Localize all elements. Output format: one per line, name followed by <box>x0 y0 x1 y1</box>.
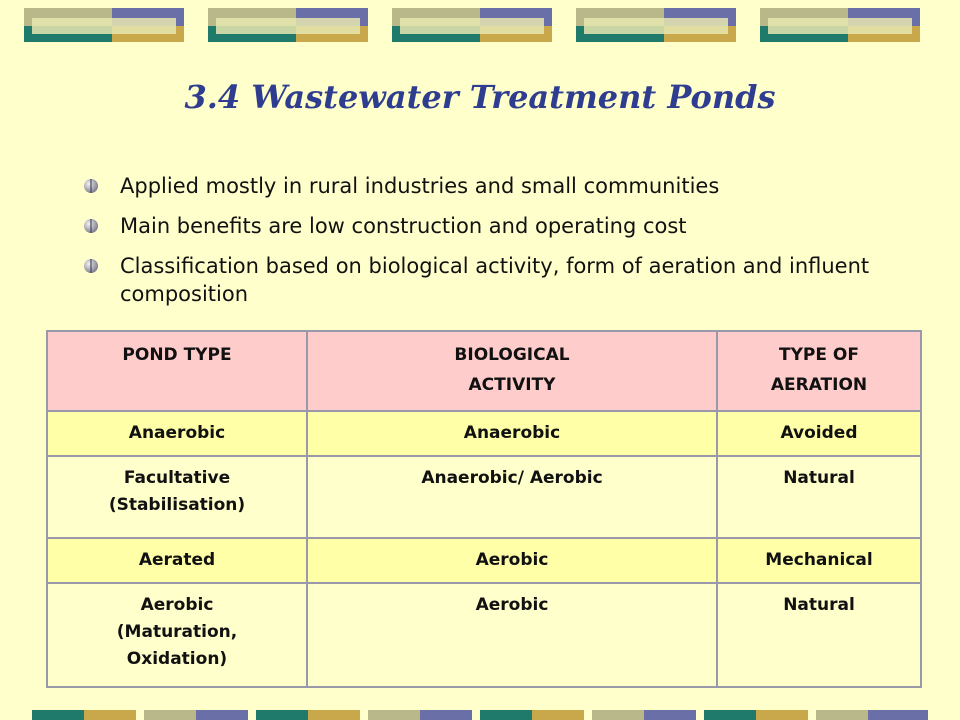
bullet-icon <box>84 259 98 273</box>
bottom-tile <box>592 710 644 720</box>
bullet-list <box>84 172 904 320</box>
bottom-tile <box>480 710 532 720</box>
slide-title: 3.4 Wastewater Treatment Ponds <box>184 78 776 116</box>
bottom-tile <box>196 710 248 720</box>
bullet-icon <box>84 219 98 233</box>
header-aeration-type-text: TYPE OF AERATION <box>770 345 868 395</box>
header-aeration-type <box>717 331 921 411</box>
bottom-tile <box>368 710 420 720</box>
cell-pond-type: Anaerobic <box>47 411 307 456</box>
bottom-tile <box>704 710 756 720</box>
cell-pond-type-text: Facultative (Stabilisation) <box>108 468 246 515</box>
cell-pond-type-text: Aerobic (Maturation, Oxidation) <box>116 595 238 669</box>
top-tile <box>576 8 736 42</box>
cell-pond-type <box>47 583 307 687</box>
bottom-tile <box>308 710 360 720</box>
bullet-text: Classification based on biological activity, form of aeration and influent composition <box>120 254 870 306</box>
cell-aeration-type: Natural <box>717 456 921 538</box>
bullet-item <box>84 212 904 240</box>
top-tile <box>24 8 184 42</box>
cell-pond-type: Aerated <box>47 538 307 583</box>
bottom-tile <box>868 710 928 720</box>
top-tile <box>760 8 920 42</box>
cell-aeration-type: Natural <box>717 583 921 687</box>
top-tile <box>208 8 368 42</box>
cell-aeration-type: Avoided <box>717 411 921 456</box>
header-pond-type: POND TYPE <box>47 331 307 411</box>
bottom-tile <box>256 710 308 720</box>
cell-biological-activity: Anaerobic/ Aerobic <box>307 456 717 538</box>
cell-pond-type <box>47 456 307 538</box>
pond-classification-table <box>46 330 922 688</box>
table-row <box>47 538 921 583</box>
bottom-tile <box>532 710 584 720</box>
table-row <box>47 456 921 538</box>
table-header-row <box>47 331 921 411</box>
bottom-tile <box>420 710 472 720</box>
bottom-tile <box>144 710 196 720</box>
bottom-tile <box>32 710 84 720</box>
table-row <box>47 583 921 687</box>
bullet-text: Applied mostly in rural industries and small communities <box>120 174 720 198</box>
bullet-item <box>84 252 904 308</box>
header-biological-activity-text: BIOLOGICAL ACTIVITY <box>454 345 570 395</box>
table-row <box>47 411 921 456</box>
cell-aeration-type: Mechanical <box>717 538 921 583</box>
bottom-tile <box>816 710 868 720</box>
bullet-text: Main benefits are low construction and operating cost <box>120 214 687 238</box>
header-biological-activity <box>307 331 717 411</box>
bullet-item <box>84 172 904 200</box>
top-tile <box>392 8 552 42</box>
bottom-tile <box>84 710 136 720</box>
bullet-icon <box>84 179 98 193</box>
bottom-tile <box>756 710 808 720</box>
cell-biological-activity: Aerobic <box>307 538 717 583</box>
bottom-tile <box>644 710 696 720</box>
cell-biological-activity: Anaerobic <box>307 411 717 456</box>
cell-biological-activity: Aerobic <box>307 583 717 687</box>
